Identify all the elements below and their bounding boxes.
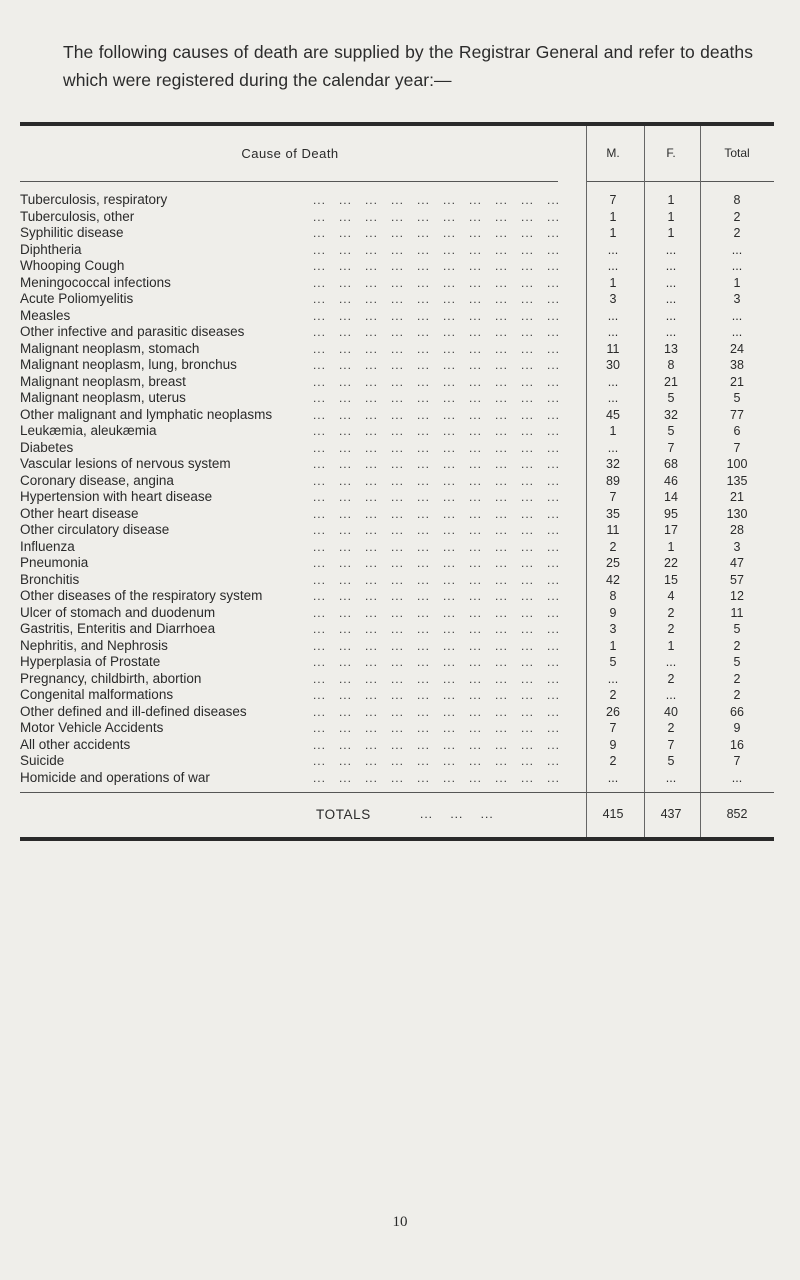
row-female: ... bbox=[665, 292, 677, 306]
row-cause bbox=[20, 522, 560, 539]
leader-dots: ... ... ... ... ... ... ... ... ... ... bbox=[312, 374, 560, 389]
row-total: 5 bbox=[733, 391, 741, 405]
table-row bbox=[20, 720, 774, 737]
row-male: ... bbox=[607, 440, 619, 455]
table-row bbox=[20, 671, 774, 688]
row-cause bbox=[20, 621, 560, 638]
leader-dots: ... ... ... bbox=[420, 807, 494, 821]
row-female: 14 bbox=[664, 490, 678, 504]
leader-dots: ... ... ... ... ... ... ... ... ... ... bbox=[312, 341, 560, 356]
table-header bbox=[20, 126, 774, 182]
row-male: 30 bbox=[606, 358, 620, 372]
leader-dots: ... ... ... ... ... ... ... ... ... ... bbox=[312, 638, 560, 653]
leader-dots: ... ... ... ... ... ... ... ... ... ... bbox=[312, 457, 560, 471]
cause-label: Whooping Cough bbox=[20, 258, 128, 273]
row-cause bbox=[20, 242, 560, 259]
row-cause bbox=[20, 720, 560, 737]
table-row bbox=[20, 621, 774, 638]
row-male: 1 bbox=[609, 209, 617, 224]
row-total: 28 bbox=[730, 523, 744, 537]
row-total: 2 bbox=[733, 671, 741, 686]
leader-dots: ... ... ... ... ... ... ... ... ... ... bbox=[312, 242, 560, 257]
row-male: 9 bbox=[609, 605, 617, 620]
leader-dots: ... ... ... ... ... ... ... ... ... ... bbox=[312, 209, 560, 224]
leader-dots: ... ... ... ... ... ... ... ... ... ... bbox=[312, 506, 560, 521]
row-cause bbox=[20, 704, 560, 721]
table-row bbox=[20, 605, 774, 622]
row-total: 12 bbox=[730, 589, 744, 603]
table-row bbox=[20, 687, 774, 704]
table-row bbox=[20, 341, 774, 358]
row-female: ... bbox=[665, 770, 677, 785]
row-cause bbox=[20, 209, 560, 226]
row-male: 7 bbox=[609, 193, 617, 207]
row-cause bbox=[20, 423, 560, 440]
row-cause bbox=[20, 638, 560, 655]
row-total: 8 bbox=[733, 193, 741, 207]
row-male: 89 bbox=[606, 473, 620, 488]
cause-label: Hypertension with heart disease bbox=[20, 489, 216, 504]
table-row bbox=[20, 753, 774, 770]
leader-dots: ... ... ... ... ... ... ... ... ... ... bbox=[312, 589, 560, 603]
table-row bbox=[20, 704, 774, 721]
totals-label: TOTALS bbox=[316, 807, 371, 822]
row-total: 38 bbox=[730, 358, 744, 372]
row-male: ... bbox=[607, 259, 619, 273]
row-total: 24 bbox=[730, 341, 744, 356]
row-total: 1 bbox=[733, 275, 741, 290]
row-total: ... bbox=[731, 325, 743, 339]
row-cause bbox=[20, 291, 560, 308]
cause-label: Other malignant and lymphatic neoplasms bbox=[20, 407, 276, 422]
table-row bbox=[20, 506, 774, 523]
table-row bbox=[20, 390, 774, 407]
cause-label: Tuberculosis, other bbox=[20, 209, 138, 224]
row-female: 46 bbox=[664, 473, 678, 488]
row-female: ... bbox=[665, 325, 677, 339]
cause-label: Gastritis, Enteritis and Diarrhoea bbox=[20, 621, 219, 636]
row-female: 95 bbox=[664, 506, 678, 521]
row-cause bbox=[20, 770, 560, 787]
row-male: 7 bbox=[609, 490, 617, 504]
table-row bbox=[20, 654, 774, 671]
table-row bbox=[20, 440, 774, 457]
row-female: 7 bbox=[667, 440, 675, 455]
row-cause bbox=[20, 506, 560, 523]
row-female: 2 bbox=[667, 671, 675, 686]
table-row bbox=[20, 357, 774, 374]
row-cause bbox=[20, 555, 560, 572]
table-row bbox=[20, 555, 774, 572]
table-row bbox=[20, 572, 774, 589]
row-total: 100 bbox=[726, 457, 748, 471]
row-cause bbox=[20, 357, 560, 374]
cause-label: Suicide bbox=[20, 753, 68, 768]
row-male: 25 bbox=[606, 556, 620, 570]
cause-label: Influenza bbox=[20, 539, 79, 554]
row-total: 130 bbox=[726, 506, 748, 521]
table-row bbox=[20, 522, 774, 539]
row-female: ... bbox=[665, 308, 677, 323]
row-male: 8 bbox=[609, 589, 617, 603]
row-cause bbox=[20, 407, 560, 424]
row-male: ... bbox=[607, 391, 619, 405]
cause-label: Measles bbox=[20, 308, 74, 323]
row-cause bbox=[20, 671, 560, 688]
row-male: 2 bbox=[609, 754, 617, 768]
leader-dots: ... ... ... ... ... ... ... ... ... ... bbox=[312, 440, 560, 455]
row-total: 7 bbox=[733, 440, 741, 455]
cause-label: Homicide and operations of war bbox=[20, 770, 214, 785]
table-row bbox=[20, 374, 774, 391]
leader-dots: ... ... ... ... ... ... ... ... ... ... bbox=[312, 407, 560, 422]
cause-label: Syphilitic disease bbox=[20, 225, 128, 240]
header-total: Total bbox=[724, 146, 750, 160]
row-cause bbox=[20, 308, 560, 325]
row-cause bbox=[20, 605, 560, 622]
leader-dots: ... ... ... ... ... ... ... ... ... ... bbox=[312, 226, 560, 240]
totals-female: 437 bbox=[660, 807, 682, 821]
cause-label: Vascular lesions of nervous system bbox=[20, 456, 235, 471]
row-female: 5 bbox=[667, 754, 675, 768]
leader-dots: ... ... ... ... ... ... ... ... ... ... bbox=[312, 572, 560, 587]
leader-dots: ... ... ... ... ... ... ... ... ... ... bbox=[312, 259, 560, 273]
totals-total: 852 bbox=[726, 807, 748, 821]
row-total: 3 bbox=[733, 292, 741, 306]
page-number: 10 bbox=[392, 1214, 408, 1230]
table-row bbox=[20, 737, 774, 754]
row-cause bbox=[20, 753, 560, 770]
cause-label: Pregnancy, childbirth, abortion bbox=[20, 671, 205, 686]
causes-of-death-table bbox=[20, 122, 774, 841]
leader-dots: ... ... ... ... ... ... ... ... ... ... bbox=[312, 737, 560, 752]
cause-label: Other heart disease bbox=[20, 506, 143, 521]
row-female: 22 bbox=[664, 556, 678, 570]
table-row bbox=[20, 770, 774, 787]
row-female: 13 bbox=[664, 341, 678, 356]
row-male: 1 bbox=[609, 638, 617, 653]
row-female: ... bbox=[665, 242, 677, 257]
cause-label: Coronary disease, angina bbox=[20, 473, 178, 488]
table-row bbox=[20, 209, 774, 226]
row-total: 2 bbox=[733, 226, 741, 240]
row-female: 2 bbox=[667, 721, 675, 735]
cause-label: Other circulatory disease bbox=[20, 522, 173, 537]
leader-dots: ... ... ... ... ... ... ... ... ... ... bbox=[312, 523, 560, 537]
table-row bbox=[20, 275, 774, 292]
row-female: 7 bbox=[667, 737, 675, 752]
cause-label: Nephritis, and Nephrosis bbox=[20, 638, 172, 653]
row-total: 66 bbox=[730, 704, 744, 719]
header-male: M. bbox=[606, 146, 620, 160]
table-row bbox=[20, 324, 774, 341]
row-female: 32 bbox=[664, 407, 678, 422]
row-male: 1 bbox=[609, 275, 617, 290]
row-male: 1 bbox=[609, 424, 617, 438]
leader-dots: ... ... ... ... ... ... ... ... ... ... bbox=[312, 770, 560, 785]
row-female: ... bbox=[665, 655, 677, 669]
row-female: 4 bbox=[667, 589, 675, 603]
row-total: 21 bbox=[730, 374, 744, 389]
row-cause bbox=[20, 324, 560, 341]
row-male: 9 bbox=[609, 737, 617, 752]
row-male: 42 bbox=[606, 572, 620, 587]
cause-label: Hyperplasia of Prostate bbox=[20, 654, 164, 669]
row-total: 57 bbox=[730, 572, 744, 587]
row-female: 1 bbox=[667, 539, 675, 554]
row-female: 5 bbox=[667, 424, 675, 438]
table-row bbox=[20, 473, 774, 490]
leader-dots: ... ... ... ... ... ... ... ... ... ... bbox=[312, 325, 560, 339]
row-female: 8 bbox=[667, 358, 675, 372]
cause-label: Other diseases of the respiratory system bbox=[20, 588, 266, 603]
row-total: 21 bbox=[730, 490, 744, 504]
table-row bbox=[20, 539, 774, 556]
row-male: 26 bbox=[606, 704, 620, 719]
cause-label: All other accidents bbox=[20, 737, 134, 752]
row-cause bbox=[20, 275, 560, 292]
cause-label: Malignant neoplasm, breast bbox=[20, 374, 190, 389]
row-total: 16 bbox=[730, 737, 744, 752]
row-cause bbox=[20, 572, 560, 589]
totals-row bbox=[20, 792, 774, 837]
table-row bbox=[20, 258, 774, 275]
row-total: ... bbox=[731, 259, 743, 273]
row-total: 9 bbox=[733, 721, 741, 735]
row-male: 11 bbox=[606, 341, 620, 356]
row-female: 1 bbox=[667, 193, 675, 207]
row-male: 3 bbox=[609, 622, 617, 636]
leader-dots: ... ... ... ... ... ... ... ... ... ... bbox=[312, 704, 560, 719]
cause-label: Diphtheria bbox=[20, 242, 86, 257]
row-male: ... bbox=[607, 325, 619, 339]
row-total: 5 bbox=[733, 622, 741, 636]
table-row bbox=[20, 588, 774, 605]
header-female: F. bbox=[666, 146, 676, 160]
cause-label: Ulcer of stomach and duodenum bbox=[20, 605, 219, 620]
row-total: 11 bbox=[730, 605, 744, 620]
leader-dots: ... ... ... ... ... ... ... ... ... ... bbox=[312, 358, 560, 372]
row-male: 7 bbox=[609, 721, 617, 735]
cause-label: Malignant neoplasm, stomach bbox=[20, 341, 203, 356]
row-total: 77 bbox=[730, 407, 744, 422]
table-row bbox=[20, 638, 774, 655]
row-total: ... bbox=[731, 770, 743, 785]
row-female: 68 bbox=[664, 457, 678, 471]
cause-label: Pneumonia bbox=[20, 555, 92, 570]
leader-dots: ... ... ... ... ... ... ... ... ... ... bbox=[312, 754, 560, 768]
row-male: 5 bbox=[609, 655, 617, 669]
table-row bbox=[20, 456, 774, 473]
row-male: ... bbox=[607, 308, 619, 323]
cause-label: Malignant neoplasm, lung, bronchus bbox=[20, 357, 241, 372]
cause-label: Leukæmia, aleukæmia bbox=[20, 423, 161, 438]
row-female: 21 bbox=[664, 374, 678, 389]
table-row bbox=[20, 308, 774, 325]
row-total: 7 bbox=[733, 754, 741, 768]
cause-label: Congenital malformations bbox=[20, 687, 177, 702]
row-cause bbox=[20, 258, 560, 275]
row-total: 2 bbox=[733, 209, 741, 224]
row-cause bbox=[20, 737, 560, 754]
cause-label: Acute Poliomyelitis bbox=[20, 291, 137, 306]
row-female: ... bbox=[665, 688, 677, 702]
leader-dots: ... ... ... ... ... ... ... ... ... ... bbox=[312, 308, 560, 323]
cause-label: Tuberculosis, respiratory bbox=[20, 192, 171, 207]
row-male: 45 bbox=[606, 407, 620, 422]
row-female: 1 bbox=[667, 226, 675, 240]
row-female: ... bbox=[665, 275, 677, 290]
row-cause bbox=[20, 489, 560, 506]
row-total: 2 bbox=[733, 688, 741, 702]
row-cause bbox=[20, 588, 560, 605]
table-row bbox=[20, 242, 774, 259]
row-cause bbox=[20, 440, 560, 457]
leader-dots: ... ... ... ... ... ... ... ... ... ... bbox=[312, 490, 560, 504]
row-male: 2 bbox=[609, 688, 617, 702]
leader-dots: ... ... ... ... ... ... ... ... ... ... bbox=[312, 721, 560, 735]
row-cause bbox=[20, 374, 560, 391]
leader-dots: ... ... ... ... ... ... ... ... ... ... bbox=[312, 539, 560, 554]
table-row bbox=[20, 407, 774, 424]
header-cause: Cause of Death bbox=[241, 146, 339, 161]
row-male: 2 bbox=[609, 539, 617, 554]
cause-label: Bronchitis bbox=[20, 572, 83, 587]
row-cause bbox=[20, 390, 560, 407]
cause-label: Other infective and parasitic diseases bbox=[20, 324, 248, 339]
row-male: 32 bbox=[606, 457, 620, 471]
cause-label: Meningococcal infections bbox=[20, 275, 175, 290]
row-female: 5 bbox=[667, 391, 675, 405]
row-cause bbox=[20, 473, 560, 490]
leader-dots: ... ... ... ... ... ... ... ... ... ... bbox=[312, 622, 560, 636]
leader-dots: ... ... ... ... ... ... ... ... ... ... bbox=[312, 193, 560, 207]
row-male: ... bbox=[607, 242, 619, 257]
leader-dots: ... ... ... ... ... ... ... ... ... ... bbox=[312, 391, 560, 405]
row-male: ... bbox=[607, 671, 619, 686]
row-female: 17 bbox=[664, 523, 678, 537]
leader-dots: ... ... ... ... ... ... ... ... ... ... bbox=[312, 556, 560, 570]
row-male: 3 bbox=[609, 292, 617, 306]
row-cause bbox=[20, 456, 560, 473]
row-total: 2 bbox=[733, 638, 741, 653]
row-male: 11 bbox=[606, 523, 620, 537]
row-total: 135 bbox=[726, 473, 748, 488]
leader-dots: ... ... ... ... ... ... ... ... ... ... bbox=[312, 605, 560, 620]
cause-label: Malignant neoplasm, uterus bbox=[20, 390, 190, 405]
cause-label: Motor Vehicle Accidents bbox=[20, 720, 167, 735]
leader-dots: ... ... ... ... ... ... ... ... ... ... bbox=[312, 292, 560, 306]
row-total: ... bbox=[731, 308, 743, 323]
row-total: 3 bbox=[733, 539, 741, 554]
row-total: ... bbox=[731, 242, 743, 257]
row-cause bbox=[20, 341, 560, 358]
table-row bbox=[20, 192, 774, 209]
row-cause bbox=[20, 654, 560, 671]
row-female: 40 bbox=[664, 704, 678, 719]
row-total: 5 bbox=[733, 655, 741, 669]
leader-dots: ... ... ... ... ... ... ... ... ... ... bbox=[312, 275, 560, 290]
row-female: 1 bbox=[667, 209, 675, 224]
row-cause bbox=[20, 539, 560, 556]
leader-dots: ... ... ... ... ... ... ... ... ... ... bbox=[312, 671, 560, 686]
table-row bbox=[20, 489, 774, 506]
row-male: 35 bbox=[606, 506, 620, 521]
row-female: 15 bbox=[664, 572, 678, 587]
row-female: 2 bbox=[667, 605, 675, 620]
row-cause bbox=[20, 225, 560, 242]
leader-dots: ... ... ... ... ... ... ... ... ... ... bbox=[312, 688, 560, 702]
row-male: 1 bbox=[609, 226, 617, 240]
intro-paragraph: The following causes of death are supplied by the Registrar General and refer to deaths which were registered during the calendar year:— bbox=[63, 42, 753, 90]
row-female: ... bbox=[665, 259, 677, 273]
leader-dots: ... ... ... ... ... ... ... ... ... ... bbox=[312, 473, 560, 488]
leader-dots: ... ... ... ... ... ... ... ... ... ... bbox=[312, 655, 560, 669]
table-row bbox=[20, 291, 774, 308]
totals-male: 415 bbox=[602, 807, 624, 821]
cause-label: Diabetes bbox=[20, 440, 77, 455]
table-row bbox=[20, 423, 774, 440]
row-cause bbox=[20, 687, 560, 704]
row-female: 2 bbox=[667, 622, 675, 636]
row-total: 47 bbox=[730, 556, 744, 570]
table-body bbox=[20, 182, 774, 786]
leader-dots: ... ... ... ... ... ... ... ... ... ... bbox=[312, 424, 560, 438]
row-total: 6 bbox=[733, 424, 741, 438]
row-female: 1 bbox=[667, 638, 675, 653]
row-male: ... bbox=[607, 770, 619, 785]
row-male: ... bbox=[607, 374, 619, 389]
row-cause bbox=[20, 192, 560, 209]
cause-label: Other defined and ill-defined diseases bbox=[20, 704, 251, 719]
table-row bbox=[20, 225, 774, 242]
